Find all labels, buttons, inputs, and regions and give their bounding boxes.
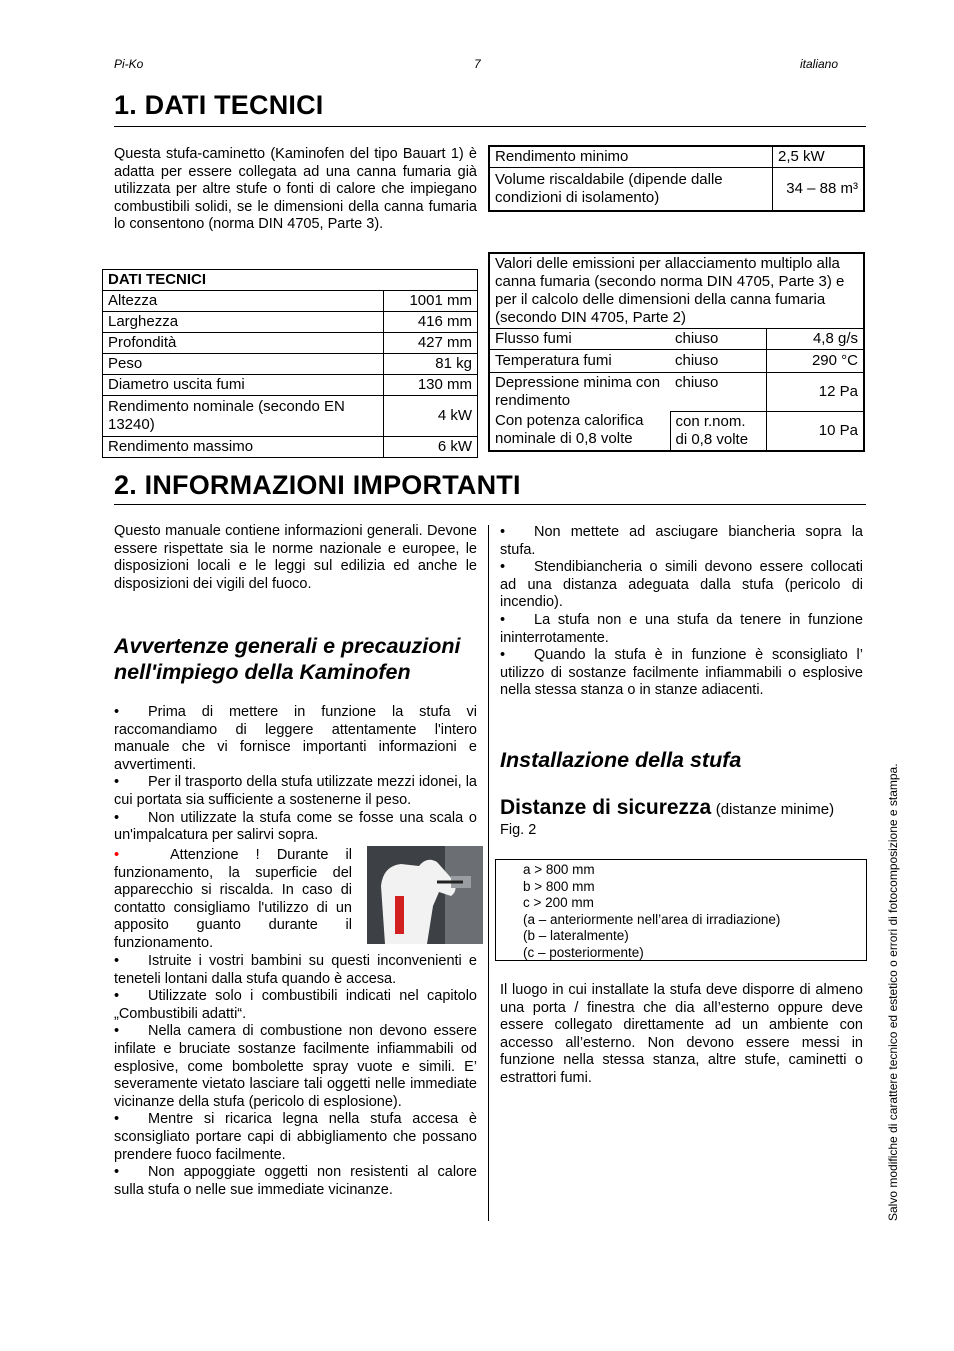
bullet-icon: •: [500, 611, 506, 628]
emission-table-heading: Valori delle emissioni per allacciamento multiplo alla canna fumaria (secondo norma DIN 4705, Parte 3) e per il calcolo delle dimensioni della canna fumaria (secondo DIN 4705, Parte 2): [489, 253, 864, 329]
list-item: • Mentre si ricarica legna nella stufa accesa è sconsigliato portare capi di abbigliamento che possano prendere fuoco facilmente.: [114, 1111, 477, 1163]
column-divider: [488, 525, 489, 1221]
tech-table-heading: DATI TECNICI: [103, 270, 478, 291]
precautions-list: [500, 524, 863, 700]
bullet-icon: •: [114, 809, 120, 826]
list-item: • Quando la stufa è in funzione è sconsigliato l’ utilizzo di sostanze facilmente infiammabili o esplosive nella stessa stanza o in stanze adiacenti.: [500, 647, 863, 699]
distance-title: Distanze di sicurezza: [500, 796, 712, 819]
list-item: • Stendibiancheria o simili devono essere collocati ad una distanza adeguata dalla stufa (pericolo di incendio).: [500, 559, 863, 611]
table-row: [489, 373, 864, 412]
distance-heading: [500, 796, 834, 820]
table-row: [489, 146, 864, 168]
attention-item: [114, 847, 352, 953]
emission-condition: chiuso: [670, 373, 767, 412]
warnings-title: Avvertenze generali e precauzioni nell'impiego della Kaminofen: [114, 634, 461, 684]
table-row: [103, 312, 478, 333]
bullet-icon: •: [114, 704, 120, 720]
tech-value: 81 kg: [384, 354, 478, 375]
tech-label: Peso: [103, 354, 384, 375]
installation-title: Installazione della stufa: [500, 748, 742, 772]
table-row: [103, 291, 478, 312]
list-item: • Utilizzate solo i combustibili indicati nel capitolo „Combustibili adatti“.: [114, 988, 477, 1022]
list-item: • Non appoggiate oggetti non resistenti al calore sulla stufa o nelle sue immediate vicinanze.: [114, 1164, 477, 1198]
section-1-title: 1. DATI TECNICI: [114, 90, 324, 120]
list-item: • Attenzione ! Durante il funzionamento, la superficie del apparecchio si riscalda. In caso di contatto consigliamo l'utilizzo di un apposito guanto durante il funzionamento.: [114, 847, 352, 951]
list-item: • Nella camera di combustione non devono essere infilate e bruciate sostanze facilmente infiammabili od esplosive, come bombolette spray vuote e simili. E’ severamente vietato lasciare tali oggetti nelle immediate vicinanze della stufa (pericolo di esplosione).: [114, 1023, 477, 1110]
tech-label: Profondità: [103, 333, 384, 354]
distance-item: a > 800 mm: [523, 862, 595, 877]
table-row: [489, 329, 864, 350]
table-row: [103, 437, 478, 458]
list-item: • Prima di mettere in funzione la stufa vi raccomandiamo di leggere attentamente l'intero manuale che vi fornisce importanti informazioni e avvertimenti.: [114, 704, 477, 773]
tech-value: 4 kW: [384, 396, 478, 437]
emission-condition: con r.nom. di 0,8 volte: [670, 411, 767, 451]
section-2-intro: Questo manuale contiene informazioni generali. Devone essere rispettate sia le norme nazionale e europee, le disposizioni locali e le leggi sul edilizia ed anche le disposizioni dei vigili del fuoco.: [114, 523, 477, 592]
warning-bullet-icon: •: [114, 847, 120, 863]
emission-value: 290 °C: [767, 350, 865, 373]
distance-item: b > 800 mm: [523, 878, 595, 894]
bullet-icon: •: [500, 559, 506, 576]
tech-label: Larghezza: [103, 312, 384, 333]
heat-glove-photo: [367, 846, 483, 944]
list-item: • Per il trasporto della stufa utilizzate mezzi idonei, la cui portata sia sufficiente a sostenerne il peso.: [114, 774, 477, 808]
tech-value: 427 mm: [384, 333, 478, 354]
bullet-icon: •: [114, 1164, 120, 1181]
figure-reference: Fig. 2: [500, 822, 537, 838]
list-item: • Non utilizzate la stufa come se fosse una scala o un'impalcatura per salirvi sopra.: [114, 809, 477, 844]
emission-label: Flusso fumi: [489, 329, 670, 350]
table-row: [489, 350, 864, 373]
room-requirements-text: Il luogo in cui installate la stufa deve disporre di almeno una porta / finestra che dia all’esterno oppure deve essere collegato direttamente ad un ambiente con accesso all’esterno. Non devono essere messi in funzione nella stessa stanza, altre stufe, caminetti o estrattori fumi.: [500, 982, 863, 1086]
distance-item: (b – lateralmente): [523, 928, 629, 943]
tech-value: 1001 mm: [384, 291, 478, 312]
distance-item: (a – anteriormente nell’area di irradiazione): [523, 911, 781, 927]
power-label: Volume riscaldabile (dipende dalle condizioni di isolamento): [489, 168, 773, 212]
emission-label: Temperatura fumi: [489, 350, 670, 373]
tech-label: Altezza: [103, 291, 384, 312]
distance-item: c > 200 mm: [523, 895, 594, 910]
section-2-rule: [114, 504, 866, 505]
distance-subtitle: (distanze minime): [715, 801, 835, 818]
section-1-intro: Questa stufa-caminetto (Kaminofen del tipo Bauart 1) è adatta per essere collegata ad una canna fumaria già utilizzata per altre stufe o fonti di calore che impiegano combustibili solidi, se le dimensioni della canna fumaria lo consentono (norma DIN 4705, Parte 3).: [114, 146, 477, 233]
emission-condition: chiuso: [670, 350, 767, 373]
table-row: [103, 354, 478, 375]
bullet-icon: •: [114, 953, 120, 969]
section-2-title: 2. INFORMAZIONI IMPORTANTI: [114, 470, 521, 500]
emission-label: Con potenza calorifica nominale di 0,8 volte: [489, 411, 670, 451]
list-item: • La stufa non e una stufa da tenere in funzione ininterrotamente.: [500, 611, 863, 646]
distance-item: (c – posteriormente): [523, 944, 644, 960]
warnings-list-bottom: [114, 953, 477, 1199]
table-row: [489, 411, 864, 451]
table-row: [489, 168, 864, 212]
bullet-icon: •: [114, 1023, 120, 1040]
emission-label: Depressione minima con rendimento: [489, 373, 670, 412]
header-left: Pi-Ko: [114, 57, 144, 71]
table-row: [103, 375, 478, 396]
glove-icon: [367, 846, 483, 944]
distances-box: [495, 859, 867, 961]
emission-condition: chiuso: [670, 329, 767, 350]
tech-value: 6 kW: [384, 437, 478, 458]
table-row: [103, 333, 478, 354]
side-disclaimer: Salvo modifiche di carattere tecnico ed estetico o errori di fotocomposizione e stampa.: [886, 763, 900, 1221]
list-item: • Istruite i vostri bambini su questi inconvenienti e teneteli lontani dalla stufa quando è accesa.: [114, 953, 477, 987]
bullet-icon: •: [114, 1111, 120, 1128]
tech-value: 416 mm: [384, 312, 478, 333]
page-number: 7: [474, 57, 481, 71]
bullet-icon: •: [114, 774, 120, 791]
bullet-icon: •: [500, 524, 506, 540]
section-1-rule: [114, 126, 866, 127]
warnings-list-top: [114, 704, 477, 845]
list-item: • Non mettete ad asciugare biancheria sopra la stufa.: [500, 524, 863, 558]
power-label: Rendimento minimo: [489, 146, 773, 168]
tech-label: Rendimento massimo: [103, 437, 384, 458]
emission-value: 12 Pa: [767, 373, 865, 412]
tech-data-table: [102, 269, 478, 458]
power-value: 34 – 88 m³: [773, 168, 865, 212]
tech-label: Rendimento nominale (secondo EN 13240): [103, 396, 384, 437]
tech-label: Diametro uscita fumi: [103, 375, 384, 396]
emission-value: 10 Pa: [767, 411, 865, 451]
header-language: italiano: [800, 57, 839, 71]
table-row: [103, 396, 478, 437]
bullet-icon: •: [114, 988, 120, 1005]
power-table: [488, 145, 865, 212]
tech-value: 130 mm: [384, 375, 478, 396]
power-value: 2,5 kW: [773, 146, 865, 168]
bullet-icon: •: [500, 647, 506, 664]
emission-table: [488, 252, 865, 452]
emission-value: 4,8 g/s: [767, 329, 865, 350]
